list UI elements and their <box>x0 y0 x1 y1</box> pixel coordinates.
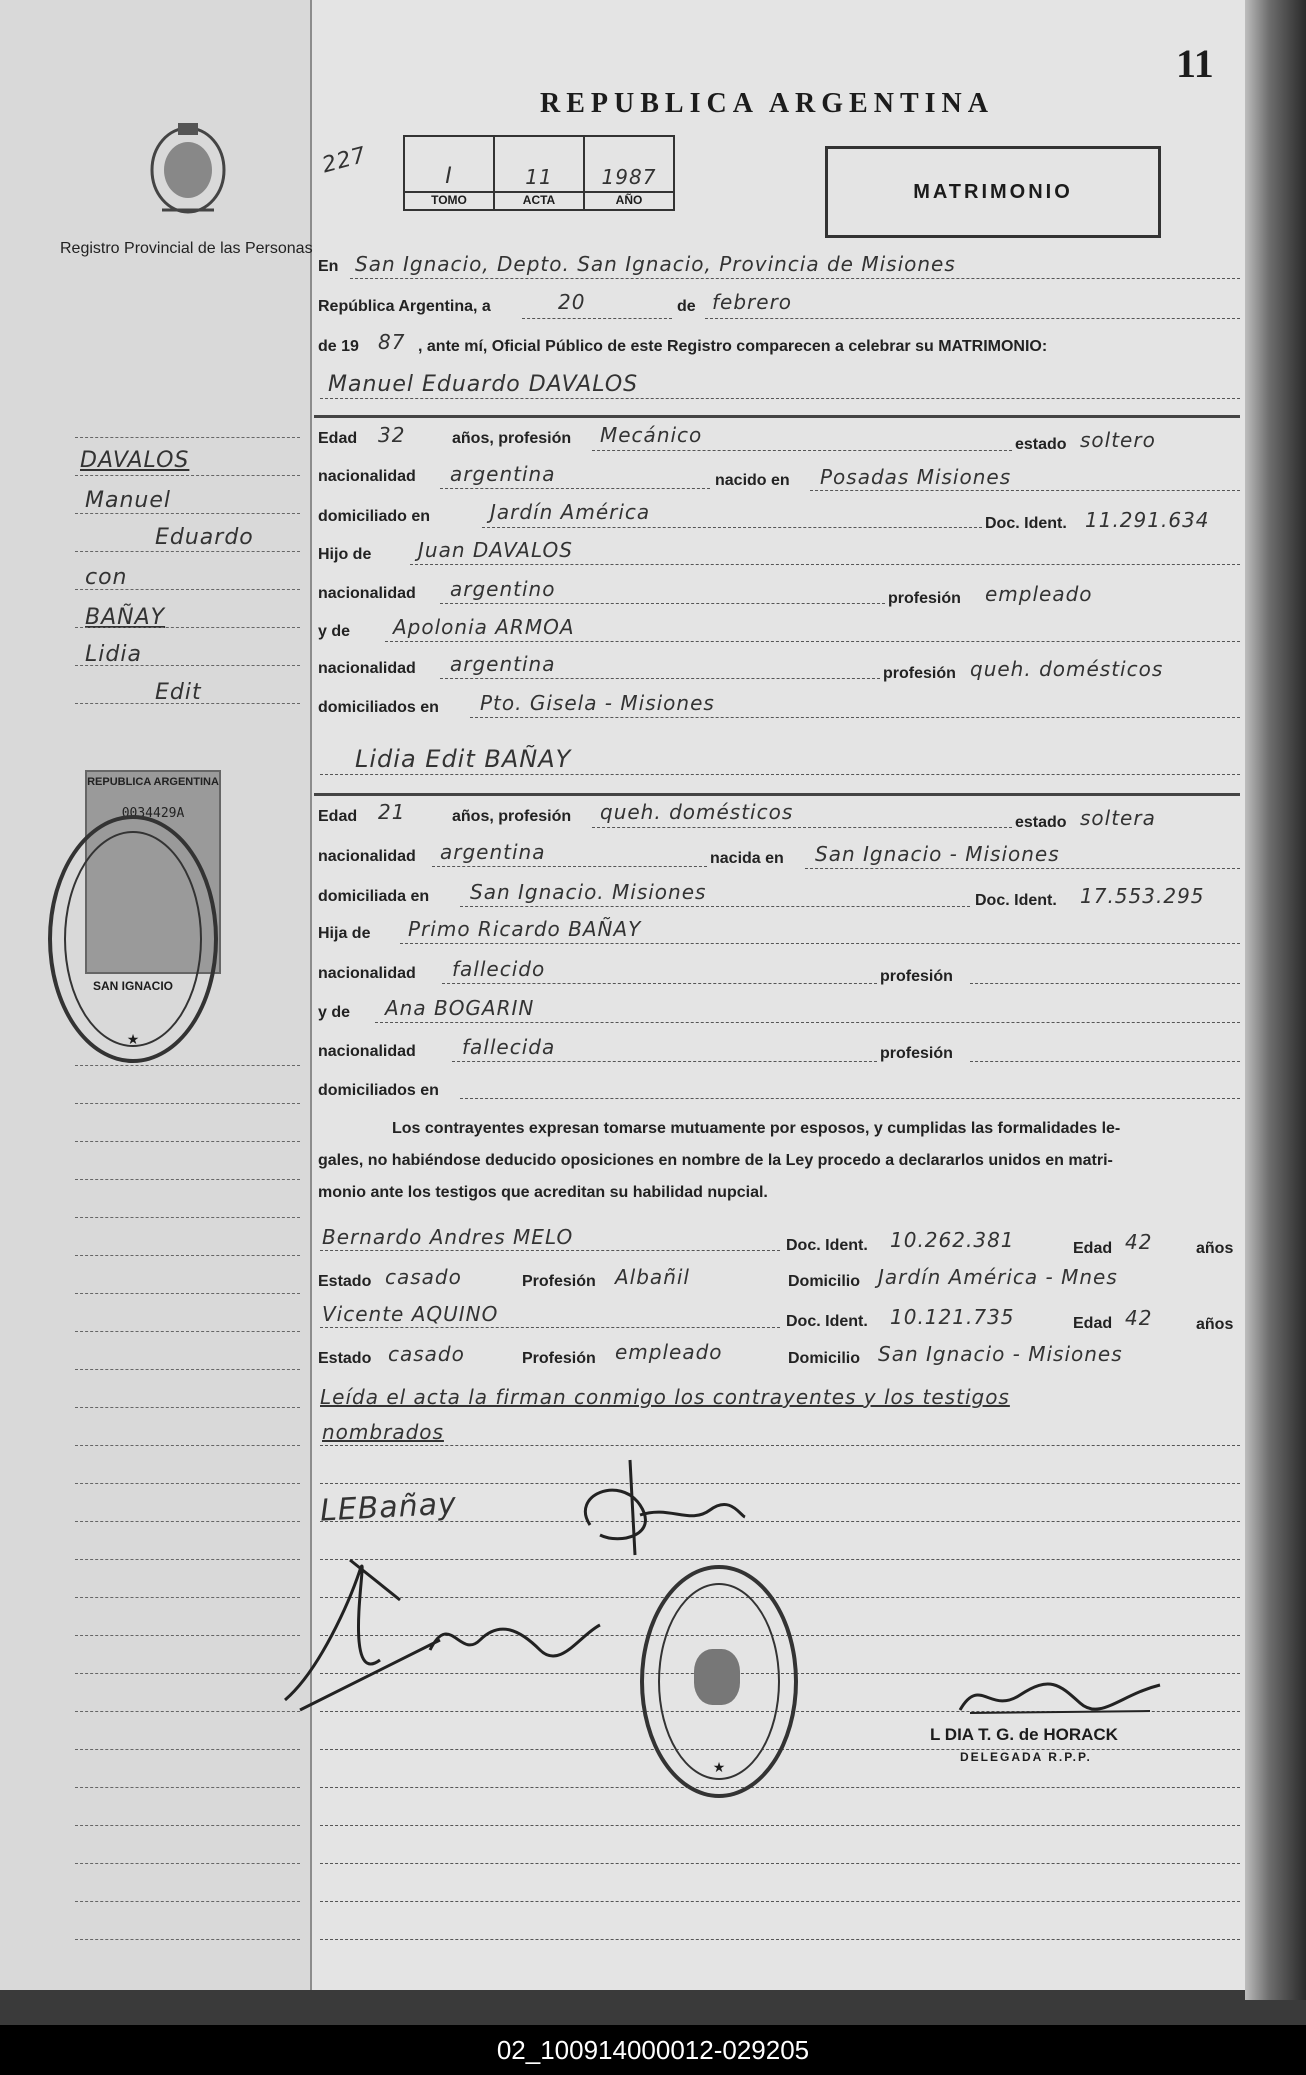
signature-witness-1 <box>280 1540 620 1720</box>
ano-value: 1987 <box>601 165 657 189</box>
record-type: MATRIMONIO <box>913 180 1073 203</box>
stamp-number: 0034429A <box>121 806 185 821</box>
margin-bride-middle-name: Edit <box>155 680 202 705</box>
country-title: REPUBLICA ARGENTINA <box>540 88 994 119</box>
acta-label: ACTA <box>494 192 584 210</box>
bride-edad-label: Edad <box>318 808 358 825</box>
binder-edge <box>1245 0 1306 2000</box>
groom-hijo-label: Hijo de <box>318 546 372 563</box>
tomo-label: TOMO <box>404 192 494 210</box>
seal-place: SAN IGNACIO <box>92 979 173 993</box>
bride-padre-nac-label: nacionalidad <box>318 965 416 982</box>
bride-hija-label: Hija de <box>318 925 371 942</box>
groom-madre-nac-label: nacionalidad <box>318 660 416 677</box>
margin-bride-first-name: Lidia <box>85 642 142 667</box>
closing-line-1: Leída el acta la firman conmigo los contrayentes y los testigos <box>320 1385 1010 1409</box>
groom-nacionalidad-label: nacionalidad <box>318 468 416 485</box>
margin-bride-surname: BAÑAY <box>85 605 166 630</box>
groom-doc: 11.291.634 <box>1085 508 1210 532</box>
groom-estado-label: estado <box>1015 436 1067 453</box>
bride-madre-prof-label: profesión <box>880 1045 953 1062</box>
month-value: febrero <box>712 290 793 314</box>
witness-2-edad: 42 <box>1125 1306 1153 1330</box>
bride-madre-nac-label: nacionalidad <box>318 1043 416 1060</box>
witness-2-doc: 10.121.735 <box>890 1305 1015 1329</box>
coat-of-arms-icon <box>142 115 234 220</box>
signature-official <box>950 1665 1170 1725</box>
groom-edad: 32 <box>378 423 406 447</box>
bride-name: Lidia Edit BAÑAY <box>355 745 572 773</box>
stamp-text: REPUBLICA ARGENTINA <box>87 776 219 788</box>
record-type-box <box>825 146 1161 238</box>
groom-edad-label: Edad <box>318 430 358 447</box>
margin-con: con <box>85 565 128 590</box>
witness-2-name: Vicente AQUINO <box>322 1302 499 1326</box>
bride-padre-nac: fallecido <box>452 957 546 981</box>
de19-label: de 19 <box>318 338 359 355</box>
bride-doc: 17.553.295 <box>1080 884 1205 908</box>
witness-2-edad-label: Edad <box>1073 1315 1113 1332</box>
witness-1-doc: 10.262.381 <box>890 1228 1015 1252</box>
witness-1-profesion-label: Profesión <box>522 1273 596 1290</box>
republica-label: República Argentina, a <box>318 298 491 315</box>
witness-2-domicilio: San Ignacio - Misiones <box>878 1342 1123 1366</box>
groom-domiciliados-label: domiciliados en <box>318 699 439 716</box>
bride-estado: soltera <box>1080 806 1156 830</box>
bride-y-de-label: y de <box>318 1004 351 1021</box>
margin-groom-middle-name: Eduardo <box>155 525 254 550</box>
place-value: San Ignacio, Depto. San Ignacio, Provincia de Misiones <box>355 252 956 276</box>
bride-nacida-label: nacida en <box>710 850 784 867</box>
year-suffix: 87 <box>378 330 406 354</box>
witness-1-anos-label: años <box>1196 1240 1234 1257</box>
margin-groom-first-name: Manuel <box>85 488 171 513</box>
groom-y-de-label: y de <box>318 623 351 640</box>
bride-nacionalidad: argentina <box>440 840 546 864</box>
scan-caption: 02_100914000012-029205 <box>0 2025 1306 2075</box>
delegation-seal: ★ <box>640 1565 798 1798</box>
groom-padres-domicilio: Pto. Gisela - Misiones <box>480 691 715 715</box>
witness-2-estado: casado <box>388 1342 465 1366</box>
witness-2-domicilio-label: Domicilio <box>788 1350 861 1367</box>
ano-label: AÑO <box>584 192 674 210</box>
page-number: 11 <box>1176 41 1214 86</box>
witness-1-edad: 42 <box>1125 1230 1153 1254</box>
bride-domicilio: San Ignacio. Misiones <box>470 880 707 904</box>
witness-2-profesion: empleado <box>615 1340 723 1364</box>
bride-madre: Ana BOGARIN <box>385 996 535 1020</box>
official-name: L DIA T. G. de HORACK <box>930 1725 1118 1744</box>
witness-2-anos-label: años <box>1196 1316 1234 1333</box>
signature-bride: LEBañay <box>319 1486 458 1529</box>
bride-madre-nac: fallecida <box>462 1035 556 1059</box>
bride-padre: Primo Ricardo BAÑAY <box>408 917 642 941</box>
acta-value: 11 <box>525 165 553 189</box>
tomo-acta-ano-box <box>403 135 675 211</box>
groom-madre-nac: argentina <box>450 652 556 676</box>
declaration-line-2: gales, no habiéndose deducido oposiciones en nombre de la Ley procedo a declararlos unidos en matri- <box>318 1152 1113 1169</box>
bride-nacida-en: San Ignacio - Misiones <box>815 842 1060 866</box>
bride-domiciliada-label: domiciliada en <box>318 888 430 905</box>
groom-doc-label: Doc. Ident. <box>985 515 1067 532</box>
groom-padre-prof-label: profesión <box>888 590 961 607</box>
witness-2-profesion-label: Profesión <box>522 1350 596 1367</box>
groom-domiciliado-label: domiciliado en <box>318 508 431 525</box>
bride-edad: 21 <box>378 800 406 824</box>
groom-estado: soltero <box>1080 428 1156 452</box>
groom-domicilio: Jardín América <box>490 500 651 524</box>
witness-1-domicilio: Jardín América - Mnes <box>878 1265 1118 1289</box>
witness-1-profesion: Albañil <box>615 1265 690 1289</box>
day-value: 20 <box>558 290 586 314</box>
groom-nacionalidad: argentina <box>450 462 556 486</box>
witness-1-estado: casado <box>385 1265 462 1289</box>
witness-1-edad-label: Edad <box>1073 1240 1113 1257</box>
tomo-value: I <box>445 164 453 189</box>
bride-domiciliados-label: domiciliados en <box>318 1082 439 1099</box>
registry-seal: SAN IGNACIO ★ <box>48 815 218 1063</box>
witness-1-domicilio-label: Domicilio <box>788 1273 861 1290</box>
margin-column <box>0 0 312 1990</box>
ante-text: , ante mí, Oficial Público de este Registro comparecen a celebrar su MATRIMONIO: <box>418 338 1048 355</box>
groom-padre-nac: argentino <box>450 577 556 601</box>
bride-anos-profesion-label: años, profesión <box>452 808 572 825</box>
margin-mark: 227 <box>319 142 370 179</box>
en-label: En <box>318 258 339 275</box>
witness-1-name: Bernardo Andres MELO <box>322 1225 574 1249</box>
bride-nacionalidad-label: nacionalidad <box>318 848 416 865</box>
groom-madre-prof-label: profesión <box>883 665 956 682</box>
groom-anos-profesion-label: años, profesión <box>452 430 572 447</box>
groom-padre-nac-label: nacionalidad <box>318 585 416 602</box>
groom-profesion: Mecánico <box>600 423 703 447</box>
groom-name: Manuel Eduardo DAVALOS <box>328 372 639 397</box>
groom-madre: Apolonia ARMOA <box>393 615 575 639</box>
margin-groom-surname: DAVALOS <box>80 448 190 473</box>
witness-1-estado-label: Estado <box>318 1273 372 1290</box>
official-title: DELEGADA R.P.P. <box>960 1750 1092 1764</box>
witness-2-estado-label: Estado <box>318 1350 372 1367</box>
groom-padre: Juan DAVALOS <box>418 538 573 562</box>
bride-doc-label: Doc. Ident. <box>975 892 1057 909</box>
bride-padre-prof-label: profesión <box>880 968 953 985</box>
de-label: de <box>677 298 696 315</box>
registry-name: Registro Provincial de las Personas <box>60 240 313 257</box>
witness-2-doc-label: Doc. Ident. <box>786 1313 868 1330</box>
bride-estado-label: estado <box>1015 814 1067 831</box>
bride-profesion: queh. domésticos <box>600 800 794 824</box>
groom-padre-prof: empleado <box>985 582 1093 606</box>
closing-line-2: nombrados <box>322 1420 444 1444</box>
witness-1-doc-label: Doc. Ident. <box>786 1237 868 1254</box>
declaration-line-3: monio ante los testigos que acreditan su habilidad nupcial. <box>318 1184 768 1201</box>
groom-nacido-label: nacido en <box>715 472 790 489</box>
groom-madre-prof: queh. domésticos <box>970 657 1164 681</box>
groom-nacido-en: Posadas Misiones <box>820 465 1012 489</box>
declaration-line-1: Los contrayentes expresan tomarse mutuamente por esposos, y cumplidas las formalidades le- <box>392 1120 1121 1137</box>
